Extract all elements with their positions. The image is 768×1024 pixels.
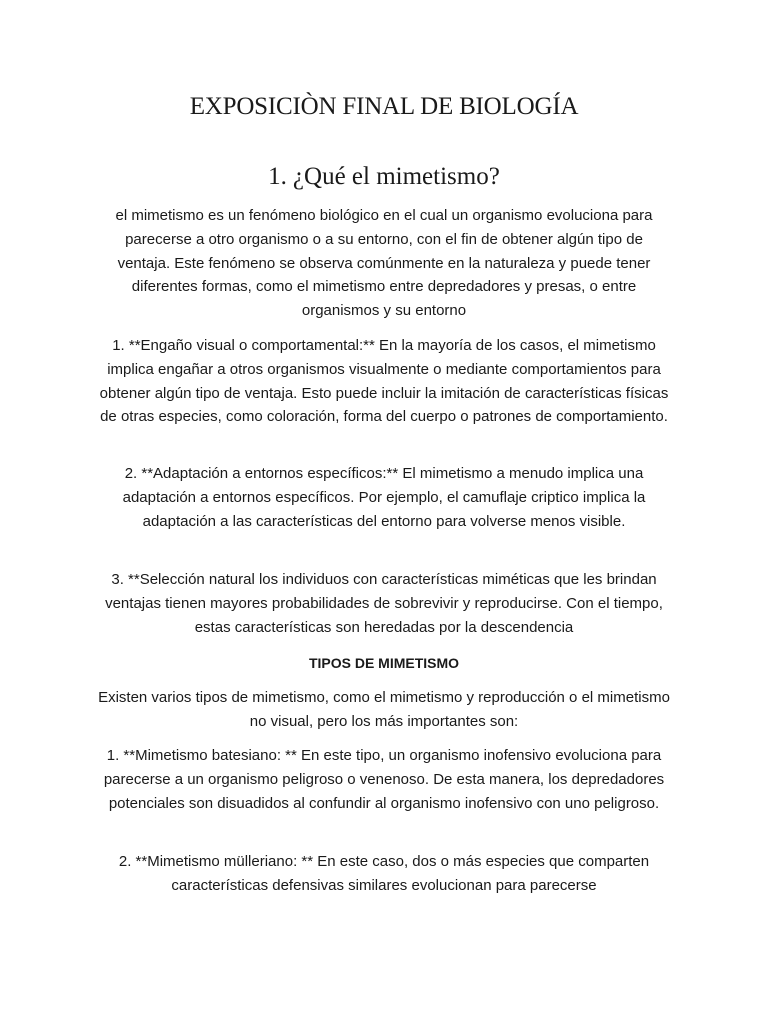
- section-heading-text: ¿Qué el mimetismo?: [292, 163, 500, 190]
- list-item-3: 3. **Selección natural los individuos con características miméticas que les brindan ventajas tienen mayores probabilidades de sobrevivir y reproducirse. Con el tiempo, estas características son heredadas por la descendencia: [105, 571, 663, 636]
- list-item-2: 2. **Adaptación a entornos específicos:** El mimetismo a menudo implica una adaptación a entornos específicos. Por ejemplo, el camuflaje criptico implica la adaptación a las características del entorno para volverse menos visible.: [122, 465, 646, 530]
- type-item-1: 1. **Mimetismo batesiano: ** En este tipo, un organismo inofensivo evoluciona para parecerse a un organismo peligroso o venenoso. De esta manera, los depredadores potenciales son disuadidos al confundir al organismo inofensivo con uno peligroso.: [103, 747, 665, 812]
- section-number: 1.: [268, 163, 287, 190]
- section-heading: [0, 160, 768, 194]
- types-intro-paragraph: Existen varios tipos de mimetismo, como el mimetismo y reproducción o el mimetismo no visual, pero los más importantes son:: [98, 689, 670, 730]
- list-item-1: 1. **Engaño visual o comportamental:** En la mayoría de los casos, el mimetismo implica engañar a otros organismos visualmente o mediante comportamientos para obtener algún tipo de ventaja. Esto puede incluir la imitación de características físicas de otras especies, como coloración, forma del cuerpo o patrones de comportamiento.: [99, 337, 669, 426]
- type-item-2: 2. **Mimetismo mülleriano: ** En este caso, dos o más especies que comparten características defensivas similares evolucionan para parecerse: [118, 853, 650, 894]
- intro-paragraph: el mimetismo es un fenómeno biológico en el cual un organismo evoluciona para parecerse a otro organismo o a su entorno, con el fin de obtener algún tipo de ventaja. Este fenómeno se observa comúnmente en la naturaleza y puede tener diferentes formas, como el mimetismo entre depredadores y presas, o entre organismos y su entorno: [115, 207, 653, 320]
- types-heading: TIPOS DE MIMETISMO: [308, 655, 460, 671]
- document-title: EXPOSICIÒN FINAL DE BIOLOGÍA: [189, 93, 579, 120]
